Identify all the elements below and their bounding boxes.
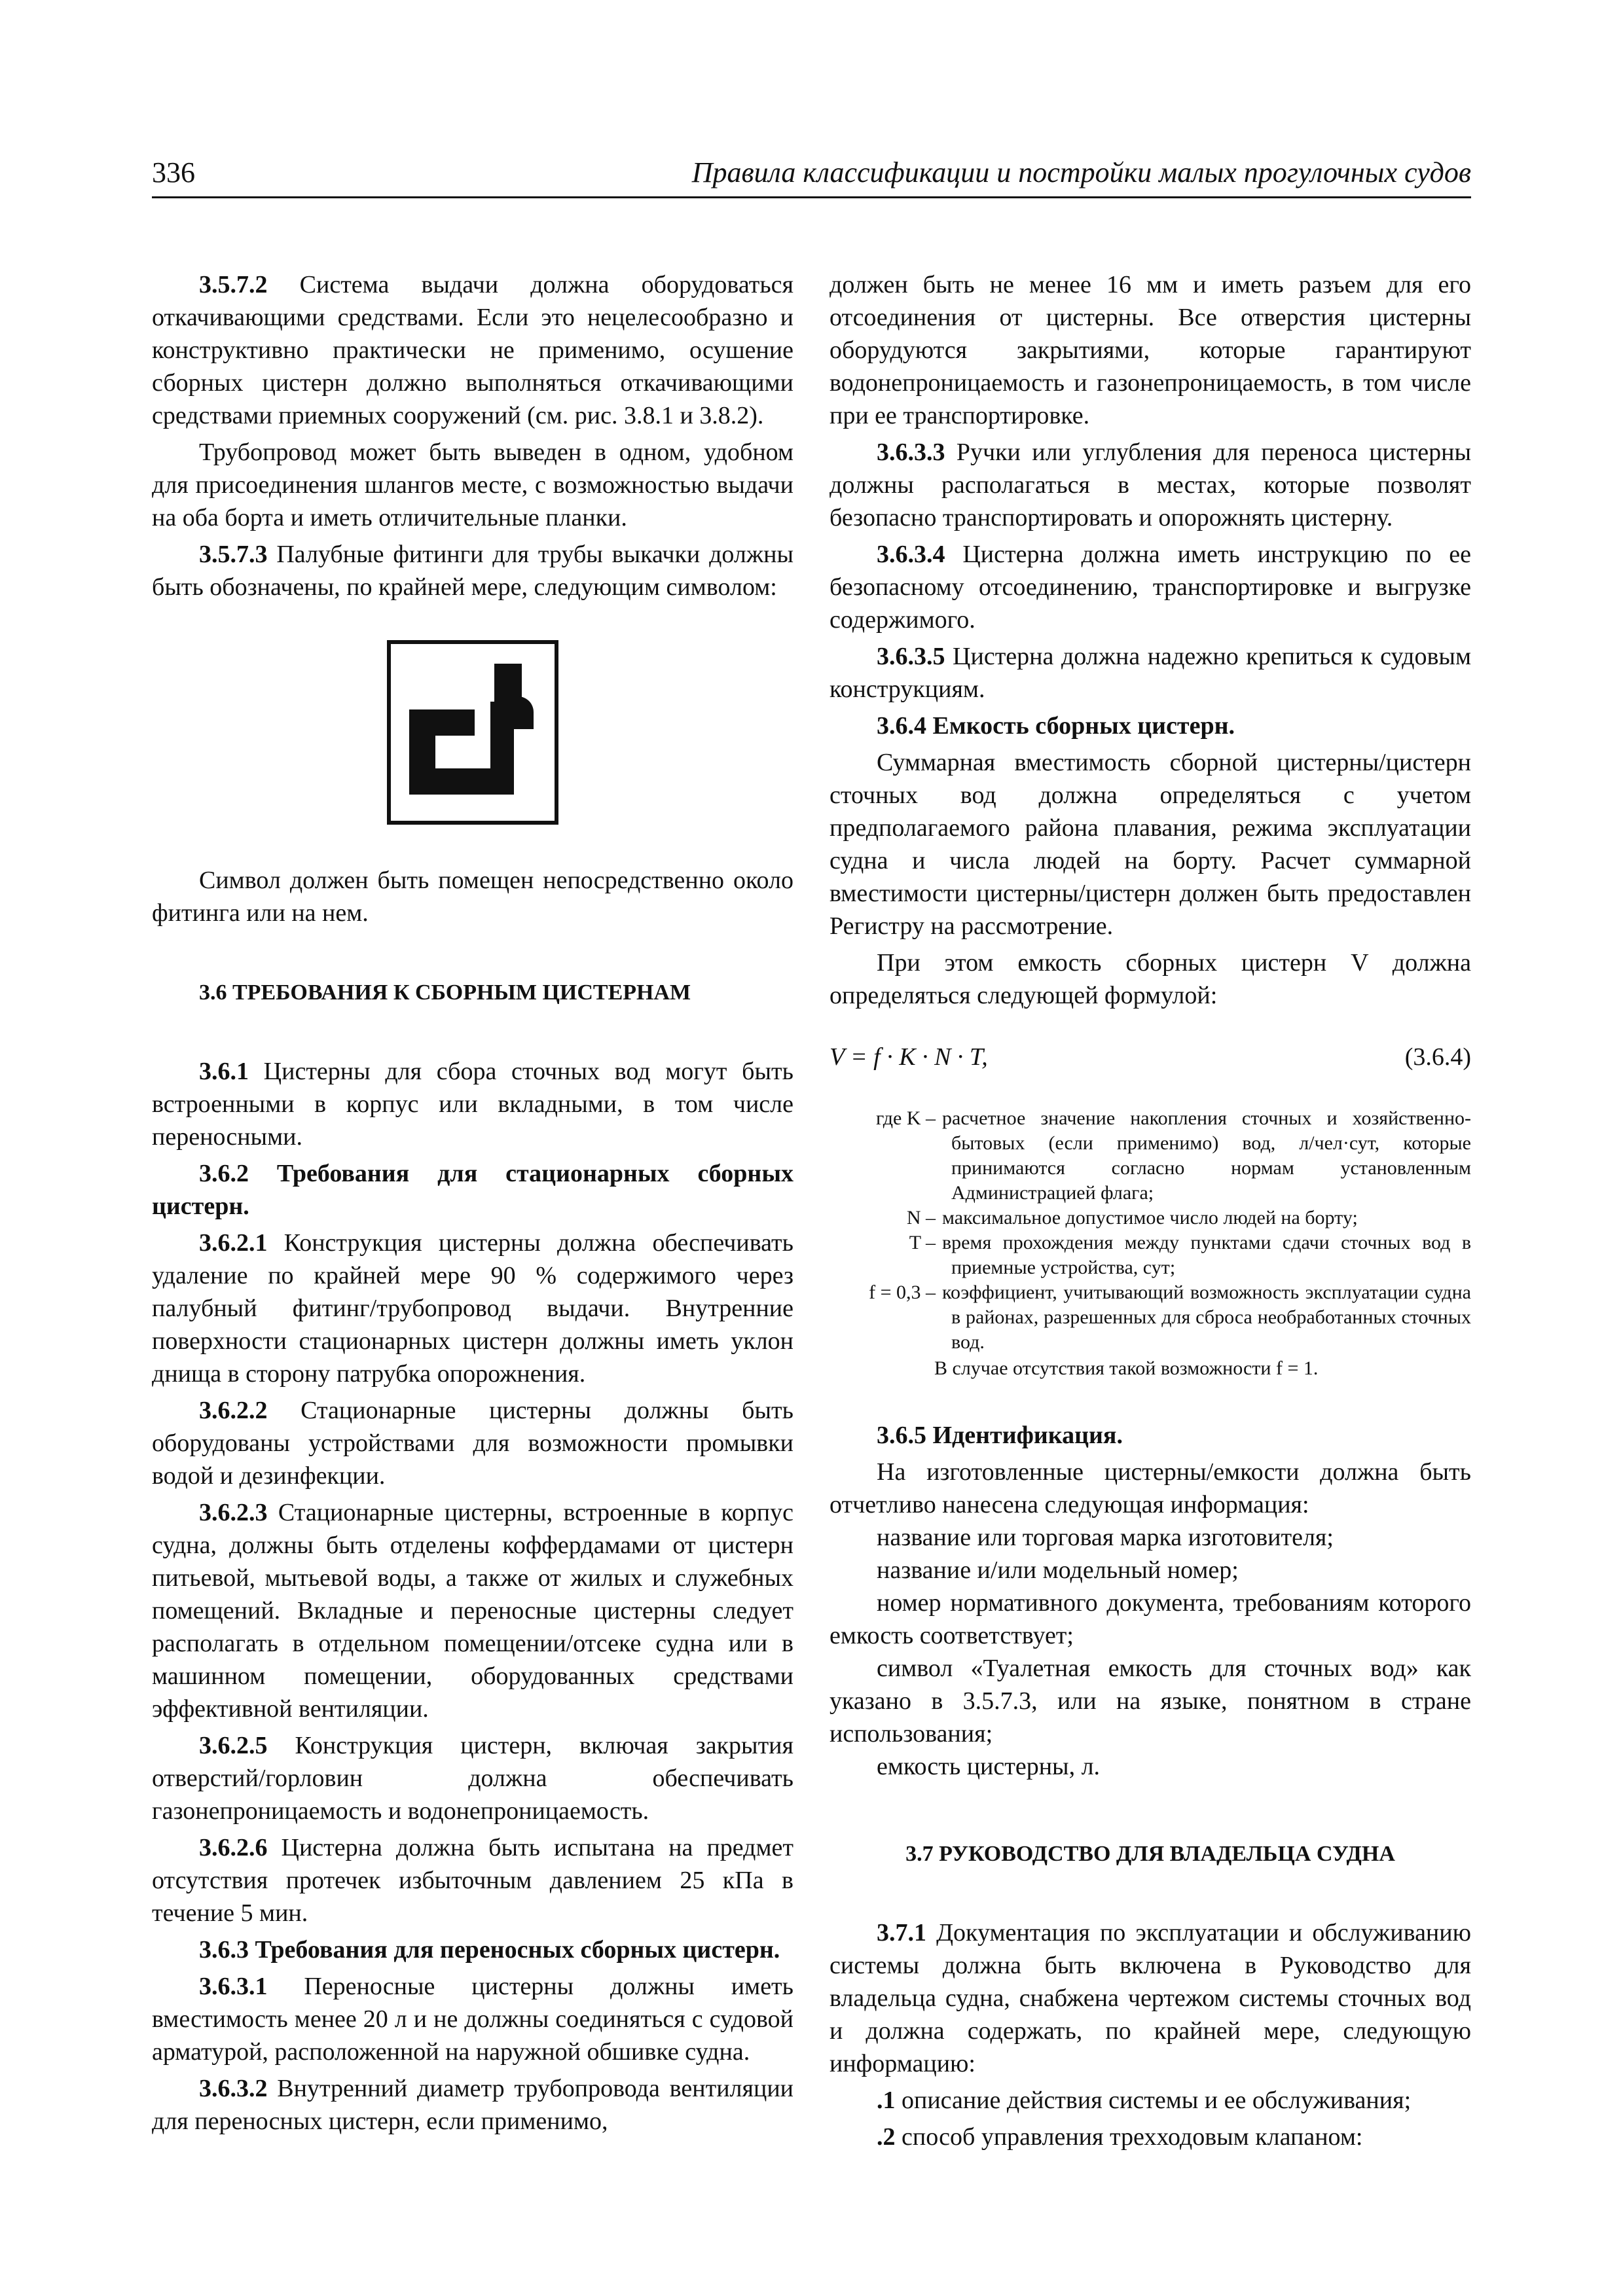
toilet-tank-symbol-icon — [387, 640, 558, 825]
section-heading-36: 3.6 ТРЕБОВАНИЯ К СБОРНЫМ ЦИСТЕРНАМ — [199, 980, 691, 1005]
page-number: 336 — [152, 156, 195, 188]
running-title: Правила классификации и постройки малых прогулочных судов — [691, 156, 1471, 188]
formula-number: (3.6.4) — [1404, 1043, 1471, 1071]
list-item-1: .1 описание действия системы и ее обслуживания; — [877, 2087, 1412, 2114]
list-item-2: .2 способ управления трехходовым клапаном: — [877, 2123, 1363, 2151]
paragraph-3572: 3.5.7.2 Система выдачи должна оборудоваться откачивающими средствами. Если это нецелесообразно и конструктивно практически не применимо, осушение сборных цистерн должно выполняться откачивающими средствами приемных сооружений (см. рис. 3.8.1 и 3.8.2). — [152, 271, 793, 429]
paragraph-capacity: Суммарная вместимость сборной цистерны/цистерн сточных вод должна определяться с учетом предполагаемого района плавания, режима эксплуатации судна и числа людей на борту. Расчет суммарной вместимости цистерны/цистерн должен быть предоставлен Регистру на рассмотрение. — [830, 749, 1471, 940]
paragraph-pipeline: Трубопровод может быть выведен в одном, удобном для присоединения шлангов месте, с возможностью выдачи на оба борта и иметь отличительные планки. — [152, 439, 793, 531]
legend-k: где K – расчетное значение накопления сточных и хозяйственно-бытовых (если применимо) вод, л/чел·сут, которые принимаются согласно нормам установленным Администрацией флага; — [875, 1107, 1471, 1204]
paragraph-3625: 3.6.2.5 Конструкция цистерн, включая закрытия отверстий/горловин должна обеспечивать газонепроницаемость и водонепроницаемость. — [152, 1732, 793, 1825]
list-item-model: название и/или модельный номер; — [877, 1556, 1239, 1584]
formula-legend — [830, 1106, 1471, 1381]
left-column — [152, 268, 793, 2138]
paragraph-formula-intro: При этом емкость сборных цистерн V должна определяться следующей формулой: — [830, 949, 1471, 1009]
paragraph-3632: 3.6.3.2 Внутренний диаметр трубопровода вентиляции для переносных цистерн, если применимо, — [152, 2075, 793, 2135]
list-item-symbol: символ «Туалетная емкость для сточных вод» как указано в 3.5.7.3, или на языке, понятном в стране использования; — [830, 1655, 1471, 1748]
paragraph-3631: 3.6.3.1 Переносные цистерны должны иметь вместимость менее 20 л и не должны соединяться с судовой арматурой, расположенной на наружной обшивке судна. — [152, 1973, 793, 2066]
paragraph-361: 3.6.1 Цистерны для сбора сточных вод могут быть встроенными в корпус или вкладными, в том числе переносными. — [152, 1058, 793, 1151]
formula — [830, 1041, 1471, 1080]
subheading-362: 3.6.2 Требования для стационарных сборных цистерн. — [152, 1160, 793, 1220]
list-item-capacity: емкость цистерны, л. — [877, 1753, 1101, 1780]
subheading-363: 3.6.3 Требования для переносных сборных цистерн. — [199, 1936, 780, 1964]
paragraph-3623: 3.6.2.3 Стационарные цистерны, встроенные в корпус судна, должны быть отделены коффердамами от цистерн питьевой, мытьевой воды, а также от жилых и служебных помещений. Вкладные и переносные цистерны следует располагать в отдельном помещении/отсеке судна или в машинном помещении, оборудованных средствами эффективной вентиляции. — [152, 1499, 793, 1723]
list-item-manufacturer: название или торговая марка изготовителя; — [877, 1524, 1334, 1551]
header-rule — [152, 196, 1471, 198]
legend-t: T – время прохождения между пунктами сдачи сточных вод в приемные устройства, сут; — [909, 1232, 1471, 1278]
paragraph-371: 3.7.1 Документация по эксплуатации и обслуживанию системы должна быть включена в Руководство для владельца судна, снабжена чертежом системы сточных вод и должна содержать, по крайней мере, следующую информацию: — [830, 1919, 1471, 2077]
paragraph-3573: 3.5.7.3 Палубные фитинги для трубы выкачки должны быть обозначены, по крайней мере, следующим символом: — [152, 541, 793, 601]
right-column — [830, 268, 1471, 2153]
formula-expression: V = f · K · N · T, — [830, 1043, 988, 1071]
list-item-standard: номер нормативного документа, требованиям которого емкость соответствует; — [830, 1589, 1471, 1649]
paragraph-3626: 3.6.2.6 Цистерна должна быть испытана на предмет отсутствия протечек избыточным давлением 25 кПа в течение 5 мин. — [152, 1834, 793, 1927]
paragraph-3635: 3.6.3.5 Цистерна должна надежно крепиться к судовым конструкциям. — [830, 643, 1471, 703]
paragraph-3622: 3.6.2.2 Стационарные цистерны должны быть оборудованы устройствами для возможности промывки водой и дезинфекции. — [152, 1397, 793, 1490]
paragraph-3632-cont: должен быть не менее 16 мм и иметь разъем для его отсоединения от цистерны. Все отверстия цистерны оборудуются закрытиями, которые гарантируют водонепроницаемость и газонепроницаемость, в том числе при ее транспортировке. — [830, 271, 1471, 429]
legend-note: В случае отсутствия такой возможности f = 1. — [934, 1357, 1319, 1379]
paragraph-3621: 3.6.2.1 Конструкция цистерны должна обеспечивать удаление по крайней мере 90 % содержимого через палубный фитинг/трубопровод выдачи. Внутренние поверхности стационарных цистерн должны иметь уклон днища в сторону патрубка опорожнения. — [152, 1229, 793, 1388]
paragraph-symbol-placement: Символ должен быть помещен непосредственно около фитинга или на нем. — [152, 867, 793, 927]
legend-f: f = 0,3 – коэффициент, учитывающий возможность эксплуатации судна в районах, разрешенных для сброса необработанных сточных вод. — [869, 1282, 1471, 1353]
paragraph-3634: 3.6.3.4 Цистерна должна иметь инструкцию по ее безопасному отсоединению, транспортировке и выгрузке содержимого. — [830, 541, 1471, 634]
paragraph-3633: 3.6.3.3 Ручки или углубления для переноса цистерны должны располагаться в местах, которые позволят безопасно транспортировать и опорожнять цистерну. — [830, 439, 1471, 531]
section-heading-37: 3.7 РУКОВОДСТВО ДЛЯ ВЛАДЕЛЬЦА СУДНА — [905, 1842, 1395, 1866]
subheading-365: 3.6.5 Идентификация. — [877, 1422, 1123, 1449]
paragraph-identification: На изготовленные цистерны/емкости должна быть отчетливо нанесена следующая информация: — [830, 1458, 1471, 1518]
legend-n: N – максимальное допустимое число людей на борту; — [906, 1207, 1358, 1229]
subheading-364: 3.6.4 Емкость сборных цистерн. — [877, 712, 1235, 740]
